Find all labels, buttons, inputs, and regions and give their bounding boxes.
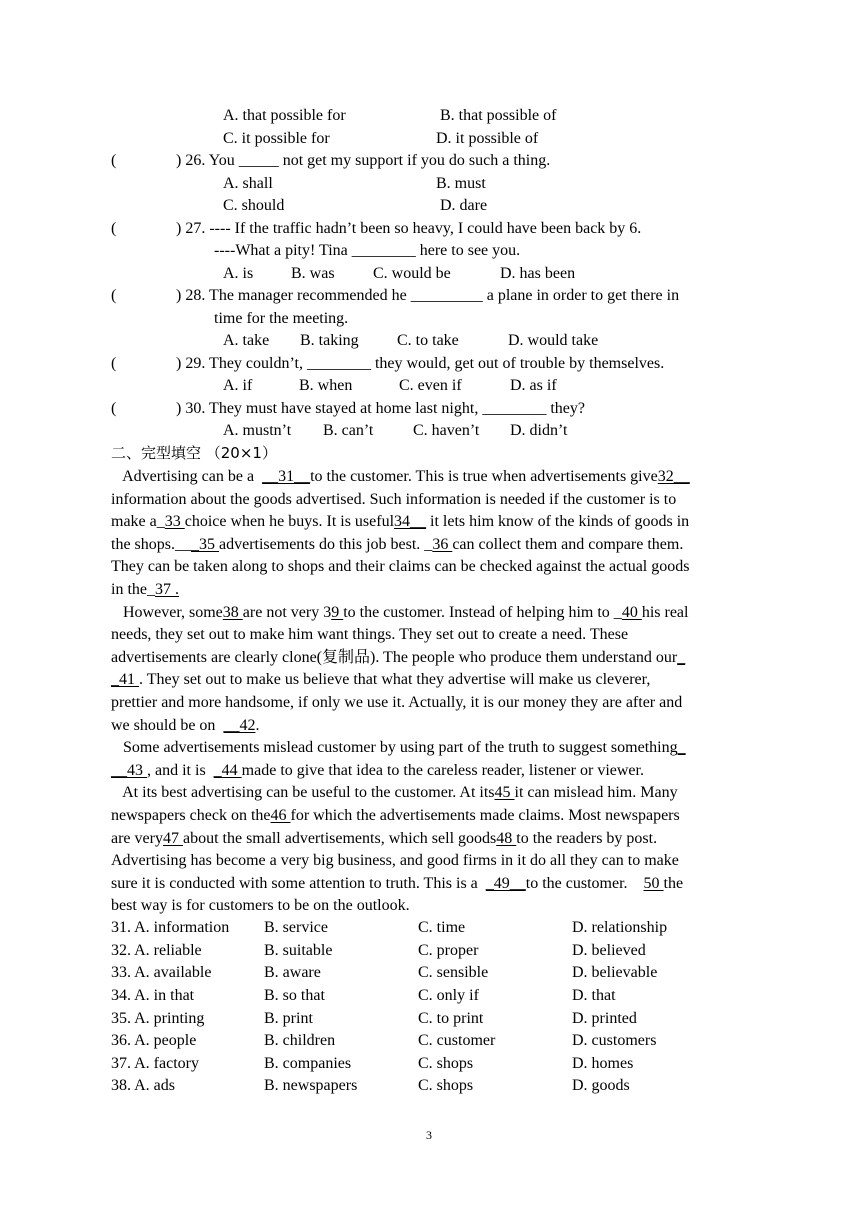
option-37-d: D. homes [572,1055,634,1072]
q29-option-d: D. as if [510,377,557,394]
option-38-a: 38. A. ads [111,1077,175,1094]
blank-38: 38 [222,603,243,621]
passage-line: Advertising has become a very big business, and good firms in it do all they can to make [111,852,679,870]
passage-line: information about the goods advertised. Such information is needed if the customer is to [111,490,677,508]
q26-option-d: D. dare [440,197,488,214]
q26-option-a: A. shall [223,175,273,192]
passage-paragraph-1 [111,466,751,602]
option-31-d: D. relationship [572,919,668,936]
q25-option-d: D. it possible of [436,130,539,147]
passage-line: sure it is conducted with some attention to truth. This is a _49__to the customer. 50 the [111,874,684,892]
passage-line: _41 . They set out to make us believe that what they advertise will make us cleverer, [111,671,651,689]
option-35-d: D. printed [572,1010,637,1027]
passage-line: in the_37 . [111,580,179,598]
answer-paren: ( [111,400,117,417]
option-35-c: C. to print [418,1010,484,1027]
q29-option-c: C. even if [399,377,462,394]
blank-41: _41 [111,671,139,689]
passage-line: we should be on __42. [111,716,260,734]
option-37-a: 37. A. factory [111,1055,199,1072]
option-36-c: C. customer [418,1032,496,1049]
option-38-c: C. shops [418,1077,474,1094]
q29-option-a: A. if [223,377,253,394]
option-33-c: C. sensible [418,964,489,981]
q28-option-b: B. taking [300,332,359,349]
option-36-d: D. customers [572,1032,657,1049]
passage-paragraph-3 [111,737,751,782]
passage-line: __43 , and it is _44 made to give that idea to the careless reader, listener or viewer. [111,761,644,779]
option-37-c: C. shops [418,1055,474,1072]
answer-paren: ( [111,355,117,372]
option-33-d: D. believable [572,964,658,981]
passage-line: newspapers check on the46 for which the advertisements made claims. Most newspapers [111,806,680,824]
blank-42: __42 [223,716,256,734]
passage-line: advertisements are clearly clone(复制品). The people who produce them understand our_ [111,648,686,666]
question-stem-27: ) 27. ---- If the traffic hadn’t been so heavy, I could have been back by 6. [176,220,642,237]
blank-33: 33 [164,513,185,531]
q30-option-d: D. didn’t [510,422,568,439]
q30-option-b: B. can’t [323,422,374,439]
option-34-c: C. only if [418,987,479,1004]
passage-paragraph-2 [111,602,751,738]
passage-line: needs, they set out to make him want things. They set out to create a need. These [111,626,629,644]
option-35-b: B. print [264,1010,313,1027]
option-32-a: 32. A. reliable [111,942,202,959]
page-number: 3 [426,1128,432,1142]
passage-line: At its best advertising can be useful to the customer. At its45 it can mislead him. Many [111,784,678,802]
blank-47: 47 [162,829,183,847]
blank-32: 32__ [657,468,690,485]
blank-48: 48 [496,829,517,847]
q30-option-c: C. haven’t [413,422,480,439]
option-31-a: 31. A. information [111,919,230,936]
blank-35: _35 [191,535,219,553]
q25-option-b: B. that possible of [440,107,557,124]
question-stem-26: ) 26. You _____ not get my support if you do such a thing. [176,152,551,169]
option-31-b: B. service [264,919,328,936]
q26-option-c: C. should [223,197,285,214]
blank-40: 40 [621,603,642,621]
passage-line: prettier and more handsome, if only we use it. Actually, it is our money they are after and [111,693,683,711]
blank-45: 45 [494,784,515,802]
option-38-b: B. newspapers [264,1077,358,1094]
option-31-c: C. time [418,919,466,936]
question-stem-28: ) 28. The manager recommended he _________ a plane in order to get there in [176,287,680,304]
q29-option-b: B. when [299,377,353,394]
passage-line: They can be taken along to shops and their claims can be checked against the actual goods [111,558,690,576]
option-32-d: D. believed [572,942,646,959]
passage-line: However, some38 are not very 39 to the customer. Instead of helping him to _40 his real [111,603,689,621]
blank-37: 37 . [155,580,179,598]
passage-line: are very47 about the small advertisements, which sell goods48 to the readers by post. [111,829,658,847]
q28-option-d: D. would take [508,332,599,349]
question-stem-27-line2: ----What a pity! Tina ________ here to see you. [214,242,521,259]
q27-option-d: D. has been [500,265,576,282]
option-34-a: 34. A. in that [111,987,195,1004]
option-34-d: D. that [572,987,616,1004]
question-stem-28-line2: time for the meeting. [214,310,349,327]
option-36-b: B. children [264,1032,336,1049]
blank-50: 50 [643,874,664,892]
blank-43: __43 [111,761,147,779]
passage-line: best way is for customers to be on the outlook. [111,897,410,915]
blank-46: 46 [270,806,291,824]
q28-option-c: C. to take [397,332,459,349]
option-33-b: B. aware [264,964,321,981]
option-34-b: B. so that [264,987,325,1004]
q27-option-c: C. would be [373,265,451,282]
q28-option-a: A. take [223,332,270,349]
passage-paragraph-4 [111,782,751,918]
answer-paren: ( [111,287,117,304]
blank-31: __31__ [262,468,311,485]
blank-36: 36 [432,535,453,553]
blank-34: 34__ [394,513,427,531]
option-37-b: B. companies [264,1055,352,1072]
blank-49: _49__ [485,874,526,892]
question-stem-29: ) 29. They couldn’t, ________ they would, get out of trouble by themselves. [176,355,665,372]
option-33-a: 33. A. available [111,964,212,981]
section-heading-cloze: 二、完型填空 （20×1） [111,444,277,462]
option-38-d: D. goods [572,1077,630,1094]
blank-39: 9 [331,603,344,621]
answer-paren: ( [111,220,117,237]
q25-option-c: C. it possible for [223,130,330,147]
option-32-c: C. proper [418,942,479,959]
passage-line: Advertising can be a __31__to the customer. This is true when advertisements give32__ [111,468,690,485]
q30-option-a: A. mustn’t [223,422,292,439]
q27-option-b: B. was [291,265,335,282]
question-stem-30: ) 30. They must have stayed at home last night, ________ they? [176,400,585,417]
option-35-a: 35. A. printing [111,1010,205,1027]
q25-option-a: A. that possible for [223,107,346,124]
answer-paren: ( [111,152,117,169]
passage-line: Some advertisements mislead customer by using part of the truth to suggest something_ [111,739,686,757]
blank-44: _44 [213,761,242,779]
option-36-a: 36. A. people [111,1032,197,1049]
q27-option-a: A. is [223,265,254,282]
q26-option-b: B. must [436,175,486,192]
passage-line: make a_33 choice when he buys. It is useful34__ it lets him know of the kinds of goods in [111,513,690,531]
passage-line: the shops.___35 advertisements do this job best. _36 can collect them and compare them. [111,535,684,553]
option-32-b: B. suitable [264,942,333,959]
